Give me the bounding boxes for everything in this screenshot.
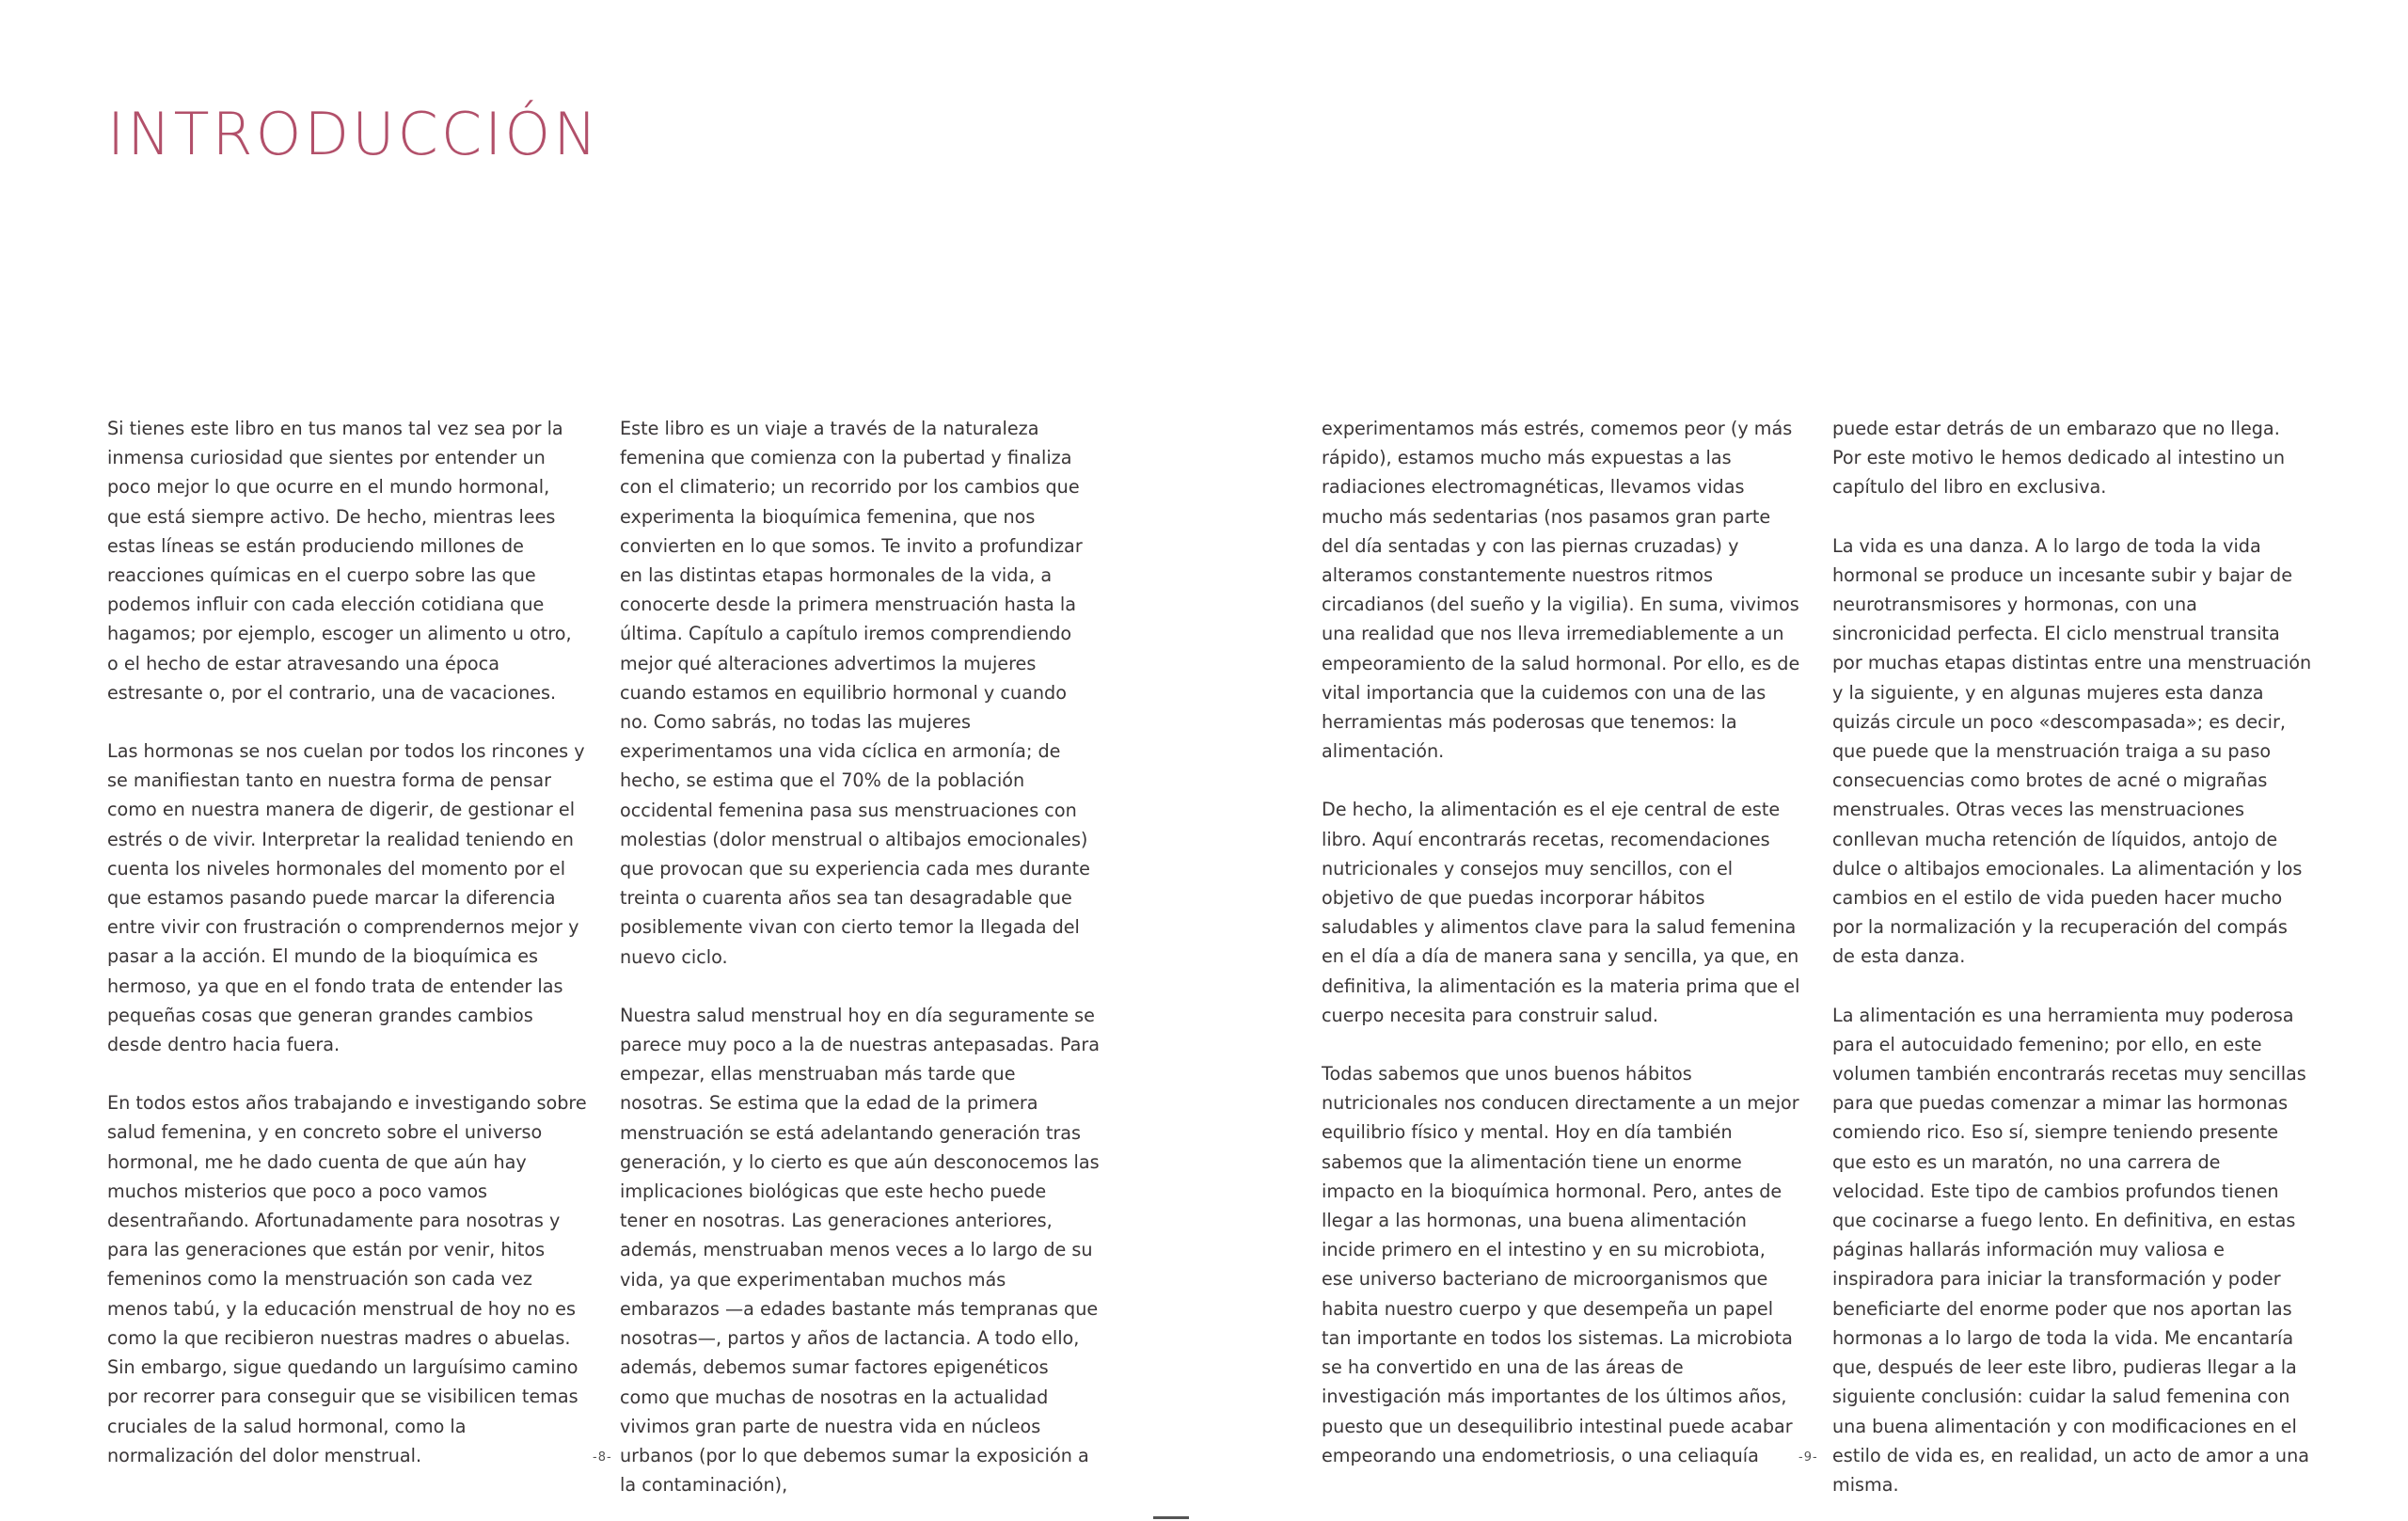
- gutter-mark: [1153, 1516, 1189, 1519]
- paragraph: En todos estos años trabajando e investigando sobre salud femenina, y en concreto sobre el universo hormonal, me he dado cuenta de que aún hay muchos misterios que poco a poco vamos desentrañando. Afortunadamente para nosotras y para las generaciones que están por venir, hitos femeninos como la menstruación son cada vez menos tabú, y la educación menstrual de hoy no es como la que recibieron nuestras madres o abuelas. Sin embargo, sigue quedando un larguísimo camino por recorrer para conseguir que se visibilicen temas cruciales de la salud hormonal, como la normalización del dolor menstrual.: [107, 1092, 587, 1466]
- chapter-title: INTRODUCCIÓN: [107, 100, 600, 168]
- paragraph: Las hormonas se nos cuelan por todos los rincones y se manifiestan tanto en nuestra forma de pensar como en nuestra manera de digerir, de gestionar el estrés o de vivir. Interpretar la realidad teniendo en cuenta los niveles hormonales del momento por el que estamos pasando puede marcar la diferencia entre vivir con frustración o comprendernos mejor y pasar a la acción. El mundo de la bioquímica es hermoso, ya que en el fondo trata de entender las pequeñas cosas que generan grandes cambios desde dentro hacia fuera.: [107, 740, 585, 1056]
- paragraph: Este libro es un viaje a través de la naturaleza femenina que comienza con la pubertad y finaliza con el climaterio; un recorrido por los cambios que experimenta la bioquímica femenina, que nos convierten en lo que somos. Te invito a profundizar en las distintas etapas hormonales de la vida, a conocerte desde la primera menstruación hasta la última. Capítulo a capítulo iremos comprendiendo mejor qué alteraciones advertimos la mujeres cuando estamos en equilibrio hormonal y cuando no. Como sabrás, no todas las mujeres experimentamos una vida cíclica en armonía; de hecho, se estima que el 70% de la población occidental femenina pasa sus menstruaciones con molestias (dolor menstrual o altibajos emocionales) que provocan que su experiencia cada mes durante treinta o cuarenta años sea tan desagradable que posiblemente vivan con cierto temor la llegada del nuevo ciclo.: [620, 418, 1090, 968]
- paragraph: Todas sabemos que unos buenos hábitos nutricionales nos conducen directamente a un mejor equilibrio físico y mental. Hoy en día también sabemos que la alimentación tiene un enorme impacto en la bioquímica hormonal. Pero, antes de llegar a las hormonas, una buena alimentación incide primero en el intestino y en su microbiota, ese universo bacteriano de microorganismos que habita nuestro cuerpo y que desempeña un papel tan importante en todos los sistemas. La microbiota se ha convertido en una de las áreas de investigación más importantes de los últimos años, puesto que un desequilibrio intestinal puede acabar empeorando una endometriosis, o una celiaquía: [1322, 1063, 1799, 1466]
- paragraph: puede estar detrás de un embarazo que no llega. Por este motivo le hemos dedicado al intestino un capítulo del libro en exclusiva.: [1832, 418, 2286, 499]
- page-number-right: -9-: [1798, 1450, 1818, 1465]
- paragraph: La vida es una danza. A lo largo de toda la vida hormonal se produce un incesante subir y bajar de neurotransmisores y hormonas, con una sincronicidad perfecta. El ciclo menstrual transita por muchas etapas distintas entre una menstruación y la siguiente, y en algunas mujeres esta danza quizás circule un poco «descompasada»; es decir, que puede que la menstruación traiga a su paso consecuencias como brotes de acné o migrañas menstruales. Otras veces las menstruaciones conllevan mucha retención de líquidos, antojo de dulce o altibajos emocionales. La alimentación y los cambios en el estilo de vida pueden hacer mucho por la normalización y la recuperación del compás de esta danza.: [1832, 534, 2312, 968]
- text-column-3: [1322, 414, 1801, 1470]
- paragraph: La alimentación es una herramienta muy poderosa para el autocuidado femenino; por ello, en este volumen también encontrarás recetas muy sencillas para que puedas comenzar a mimar las hormonas comiendo rico. Eso sí, siempre teniendo presente que esto es un maratón, no una carrera de velocidad. Este tipo de cambios profundos tienen que cocinarse a fuego lento. En definitiva, en estas páginas hallarás información muy valiosa e inspiradora para iniciar la transformación y poder beneficiarte del enorme poder que nos aportan las hormonas a lo largo de toda la vida. Me encantaría que, después de leer este libro, pudieras llegar a la siguiente conclusión: cuidar la salud femenina con una buena alimentación y con modificaciones en el estilo de vida es, en realidad, un acto de amor a una misma.: [1832, 1004, 2309, 1496]
- paragraph: Nuestra salud menstrual hoy en día seguramente se parece muy poco a la de nuestras antepasadas. Para empezar, ellas menstruaban más tarde que nosotras. Se estima que la edad de la primera menstruación se está adelantando generación tras generación, y lo cierto es que aún desconocemos las implicaciones biológicas que este hecho puede tener en nosotras. Las generaciones anteriores, además, menstruaban menos veces a lo largo de su vida, ya que experimentaban muchos más embarazos —a edades bastante más tempranas que nosotras—, partos y años de lactancia. A todo ello, además, debemos sumar factores epigenéticos como que muchas de nosotras en la actualidad vivimos gran parte de nuestra vida en núcleos urbanos (por lo que debemos sumar la exposición a la contaminación),: [620, 1004, 1100, 1497]
- right-page: [1204, 0, 2408, 1521]
- text-column-2: [620, 414, 1100, 1499]
- paragraph: De hecho, la alimentación es el eje central de este libro. Aquí encontrarás recetas, recomendaciones nutricionales y consejos muy sencillos, con el objetivo de que puedas incorporar hábitos saludables y alimentos clave para la salud femenina en el día a día de manera sana y sencilla, ya que, en definitiva, la alimentación es la materia prima que el cuerpo necesita para construir salud.: [1322, 799, 1800, 1026]
- paragraph: Si tienes este libro en tus manos tal vez sea por la inmensa curiosidad que sientes por entender un poco mejor lo que ocurre en el mundo hormonal, que está siempre activo. De hecho, mientras lees estas líneas se están produciendo millones de reacciones químicas en el cuerpo sobre las que podemos influir con cada elección cotidiana que hagamos; por ejemplo, escoger un alimento u otro, o el hecho de estar atravesando una época estresante o, por el contrario, una de vacaciones.: [107, 418, 572, 704]
- paragraph: experimentamos más estrés, comemos peor (y más rápido), estamos mucho más expuestas a las radiaciones electromagnéticas, llevamos vidas mucho más sedentarias (nos pasamos gran parte del día sentadas y con las piernas cruzadas) y alteramos constantemente nuestros ritmos circadianos (del sueño y la vigilia). En suma, vivimos una realidad que nos lleva irremediablemente a un empeoramiento de la salud hormonal. Por ello, es de vital importancia que la cuidemos con una de las herramientas más poderosas que tenemos: la alimentación.: [1322, 418, 1800, 763]
- text-column-4: [1832, 414, 2312, 1499]
- text-column-1: [107, 414, 587, 1470]
- page-number-left: -8-: [593, 1450, 612, 1465]
